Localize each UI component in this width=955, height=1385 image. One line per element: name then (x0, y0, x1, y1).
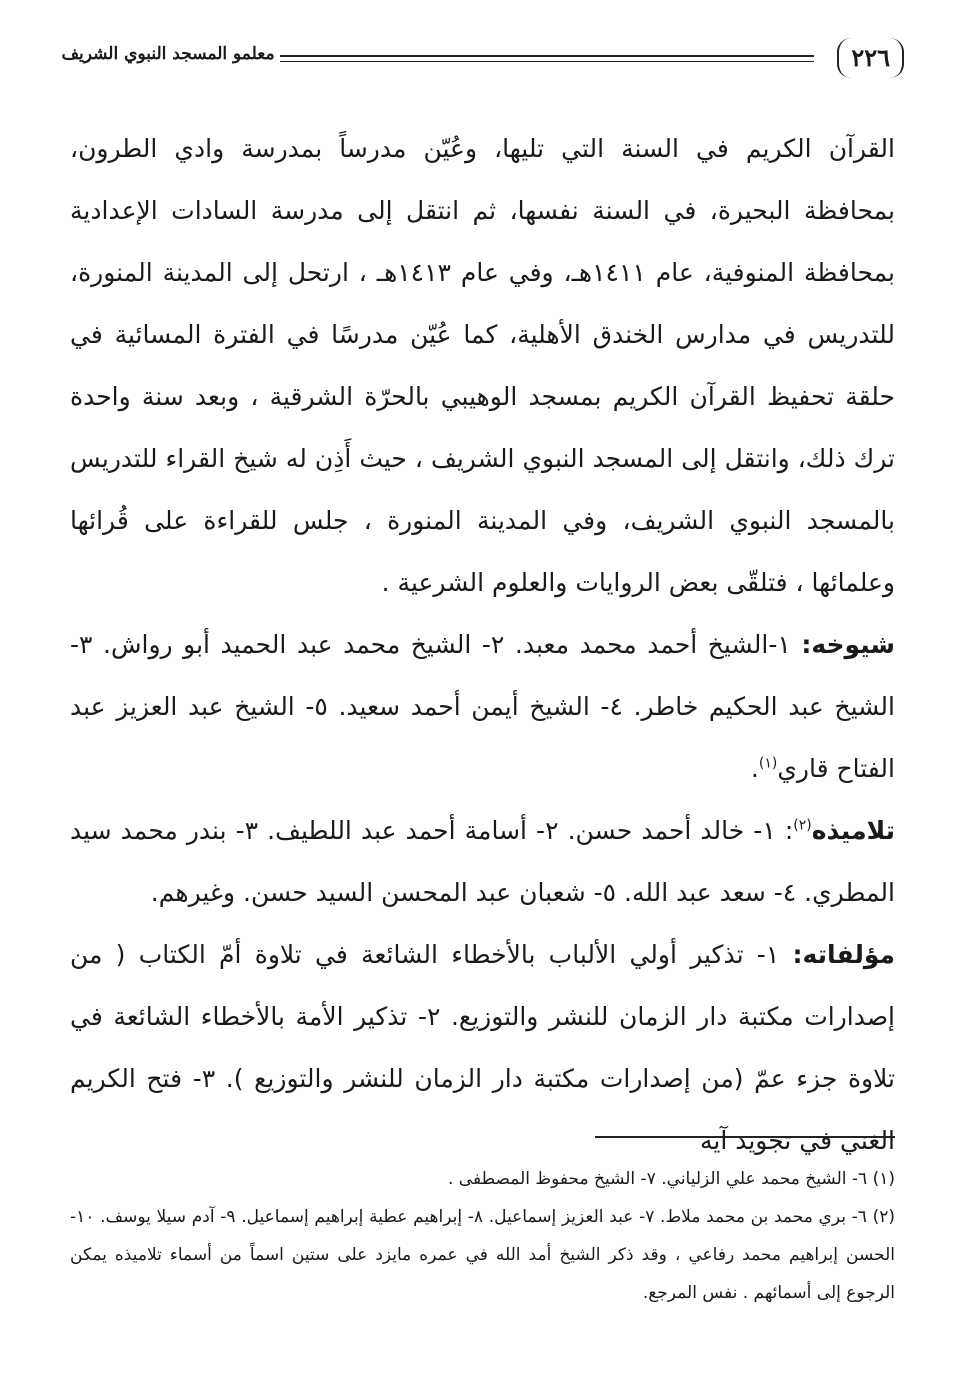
footnote-separator (595, 1136, 895, 1138)
talamidh-label: تلاميذه (811, 816, 895, 845)
header-rule (280, 55, 814, 62)
muallafat-text: ١- تذكير أولي الألباب بالأخطاء الشائعة في تلاوة أمّ الكتاب ( من إصدارات مكتبة دار الزمان للنشر والتوزيع. ٢- تذكير الأمة بالأخطاء الشائعة في تلاوة جزء عمّ (من إصدارات مكتبة دار الزمان للنشر والتوزيع ). ٣- فتح الكريم الغني في تجويد آية (70, 940, 895, 1155)
footnote-2: (٢) ٦- بري محمد بن محمد ملاط. ٧- عبد العزيز إسماعيل. ٨- إبراهيم عطية إبراهيم إسماعيل. ٩- آدم سيلا يوسف. ١٠- الحسن إبراهيم محمد رفاعي ، وقد ذكر الشيخ أمد الله في عمره مايزد على ستين اسماً من أسماء تلاميذه يمكن الرجوع إلى أسمائهم . نفس المرجع. (70, 1207, 895, 1303)
footnote-ref-1: (١) (758, 755, 778, 772)
running-title: معلمو المسجد النبوي الشريف (61, 44, 275, 64)
page-number: ٢٢٦ (837, 38, 904, 78)
footnote-ref-2: (٢) (793, 817, 812, 834)
talamidh-text: : ١- خالد أحمد حسن. ٢- أسامة أحمد عبد اللطيف. ٣- بندر محمد سيد المطري. ٤- سعد عبد الله. ٥- شعبان عبد المحسن السيد حسن. وغيرهم. (70, 816, 895, 907)
paragraph-muallafat (70, 924, 895, 1172)
paragraph-biography: القرآن الكريم في السنة التي تليها، وعُيّن مدرساً بمدرسة وادي الطرون، بمحافظة البحيرة، في السنة نفسها، ثم انتقل إلى مدرسة السادات الإعدادية بمحافظة المنوفية، عام ١٤١١هـ، وفي عام ١٤١٣هـ ، ارتحل إلى المدينة المنورة، للتدريس في مدارس الخندق الأهلية، كما عُيّن مدرسًا في الفترة المسائية في حلقة تحفيظ القرآن الكريم بمسجد الوهيبي بالحرّة الشرقية ، وبعد سنة واحدة ترك ذلك، وانتقل إلى المسجد النبوي الشريف ، حيث أَذِن له شيخ القراء للتدريس بالمسجد النبوي الشريف، وفي المدينة المنورة ، جلس للقراءة على قُرائها وعلمائها ، فتلقّى بعض الروايات والعلوم الشرعية . (70, 134, 895, 597)
page-header (60, 38, 904, 84)
shuyukh-end: . (750, 754, 759, 783)
footnote-1: (١) ٦- الشيخ محمد علي الزلياني. ٧- الشيخ محفوظ المصطفى . (448, 1169, 895, 1189)
shuyukh-label: شيوخه: (801, 630, 896, 659)
muallafat-label: مؤلفاته: (792, 940, 895, 969)
paragraph-talamidh (70, 800, 895, 924)
shuyukh-text: ١-الشيخ أحمد محمد معبد. ٢- الشيخ محمد عبد الحميد أبو رواش. ٣- الشيخ عبد الحكيم خاطر. ٤- الشيخ أيمن أحمد سعيد. ٥- الشيخ عبد العزيز عبد الفتاح قاري (70, 630, 895, 783)
main-text (70, 118, 895, 1172)
footnotes (70, 1160, 895, 1312)
paragraph-shuyukh (70, 614, 895, 800)
